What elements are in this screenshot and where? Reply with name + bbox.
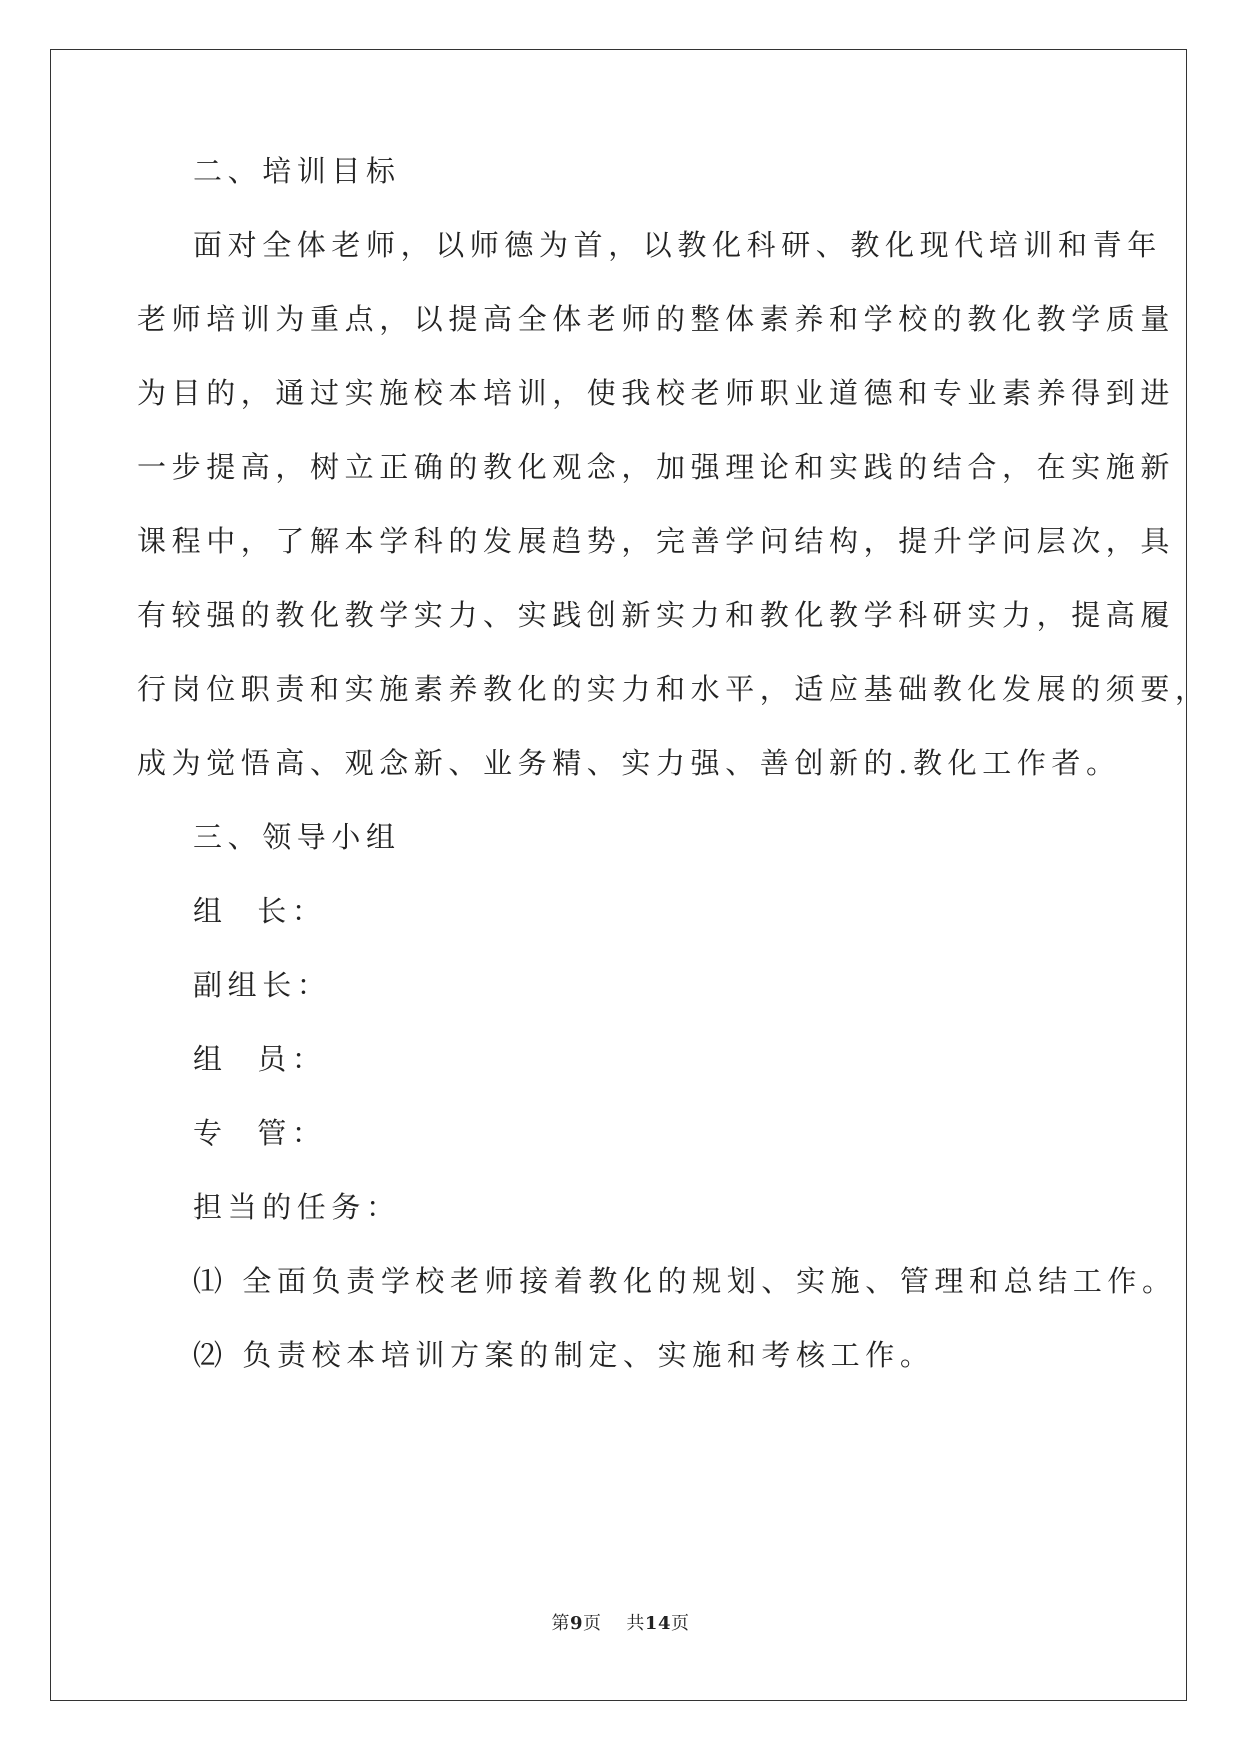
task-item: ⑴ 全面负责学校老师接着教化的规划、实施、管理和总结工作。 (193, 1264, 1177, 1298)
role-leader: 组 长： (193, 894, 327, 928)
footer-total-prefix: 共 (626, 1613, 645, 1634)
paragraph-line: 行岗位职责和实施素养教化的实力和水平，适应基础教化发展的须要， (137, 672, 1210, 706)
role-member: 组 员： (193, 1042, 327, 1076)
footer-page-number: 9 (570, 1613, 584, 1634)
paragraph-line: 面对全体老师，以师德为首，以教化科研、教化现代培训和青年 (193, 228, 1162, 262)
footer-page-suffix: 页 (583, 1613, 602, 1634)
paragraph-line: 一步提高，树立正确的教化观念，加强理论和实践的结合，在实施新 (137, 450, 1176, 484)
footer-total-suffix: 页 (670, 1613, 690, 1634)
footer-gap (602, 1613, 627, 1634)
paragraph-line: 成为觉悟高、观念新、业务精、实力强、善创新的.教化工作者。 (137, 746, 1121, 780)
tasks-label: 担当的任务： (193, 1190, 401, 1224)
paragraph-line: 老师培训为重点，以提高全体老师的整体素养和学校的教化教学质量 (137, 302, 1176, 336)
role-supervisor: 专 管： (193, 1116, 327, 1150)
paragraph-line: 有较强的教化教学实力、实践创新实力和教化教学科研实力，提高履 (137, 598, 1176, 632)
section-heading-leadership-group: 三、领导小组 (193, 820, 401, 854)
paragraph-line: 课程中，了解本学科的发展趋势，完善学问结构，提升学问层次，具 (137, 524, 1176, 558)
page-border (50, 49, 1187, 1701)
role-deputy-leader: 副组长： (193, 968, 332, 1002)
footer-prefix: 第 (551, 1613, 570, 1634)
footer-total-pages: 14 (644, 1613, 671, 1634)
paragraph-line: 为目的，通过实施校本培训，使我校老师职业道德和专业素养得到进 (137, 376, 1176, 410)
section-heading-training-goals: 二、培训目标 (193, 154, 401, 188)
page-footer (0, 1609, 1241, 1635)
task-item: ⑵ 负责校本培训方案的制定、实施和考核工作。 (193, 1338, 935, 1372)
